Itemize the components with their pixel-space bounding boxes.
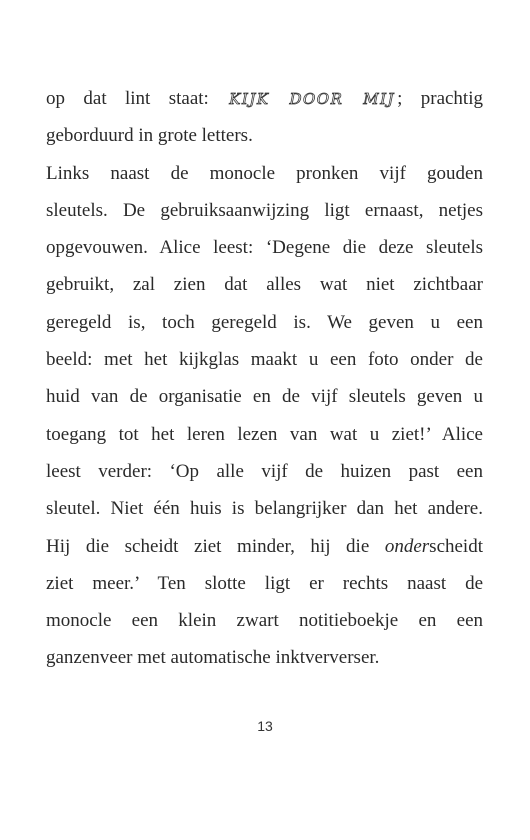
text-line (46, 639, 483, 676)
text-line (46, 602, 483, 639)
text-line (46, 229, 483, 266)
text-run: op dat lint staat: (46, 88, 228, 109)
text-line (46, 528, 483, 565)
paragraph (46, 80, 483, 155)
embroidered-ribbon-text: KIJK DOOR MIJ (229, 90, 396, 108)
text-line (46, 378, 483, 415)
text-run: ziet meer.’ Ten slotte ligt er rechts naast de (46, 572, 483, 594)
text-line (46, 80, 483, 117)
paragraph (46, 155, 483, 677)
text-run: geborduurd in grote letters. (46, 125, 253, 147)
text-run: sleutel. Niet één huis is belangrijker dan het andere. (46, 498, 483, 520)
text-line (46, 453, 483, 490)
text-line (46, 304, 483, 341)
text-run: Hij die scheidt ziet minder, hij die (46, 535, 385, 557)
text-run: leest verder: ‘Op alle vijf de huizen past een (46, 460, 483, 482)
text-run: geregeld is, toch geregeld is. We geven u een (46, 311, 483, 333)
text-run: huid van de organisatie en de vijf sleutels geven u (46, 386, 483, 408)
text-run: monocle een klein zwart notitieboekje en een (46, 610, 483, 632)
text-line (46, 416, 483, 453)
text-line (46, 490, 483, 527)
text-run: Links naast de monocle pronken vijf gouden (46, 162, 483, 184)
emphasis-text: onder (384, 535, 430, 557)
text-run: scheidt (429, 535, 483, 557)
body-text (46, 80, 483, 677)
text-run: sleutels. De gebruiksaanwijzing ligt ernaast, netjes (46, 199, 483, 221)
text-run: toegang tot het leren lezen van wat u ziet!’ Alice (46, 423, 483, 445)
text-run: beeld: met het kijkglas maakt u een foto onder de (46, 349, 483, 371)
text-line (46, 192, 483, 229)
text-line (46, 565, 483, 602)
text-line (46, 266, 483, 303)
text-line (46, 155, 483, 192)
text-line (46, 341, 483, 378)
page-number: 13 (257, 718, 273, 734)
text-run: gebruikt, zal zien dat alles wat niet zichtbaar (46, 274, 483, 296)
text-run: ganzenveer met automatische inktververser. (46, 647, 380, 669)
text-line (46, 117, 483, 154)
text-run: ; prachtig (397, 88, 483, 109)
text-run: opgevouwen. Alice leest: ‘Degene die deze sleutels (46, 237, 483, 259)
